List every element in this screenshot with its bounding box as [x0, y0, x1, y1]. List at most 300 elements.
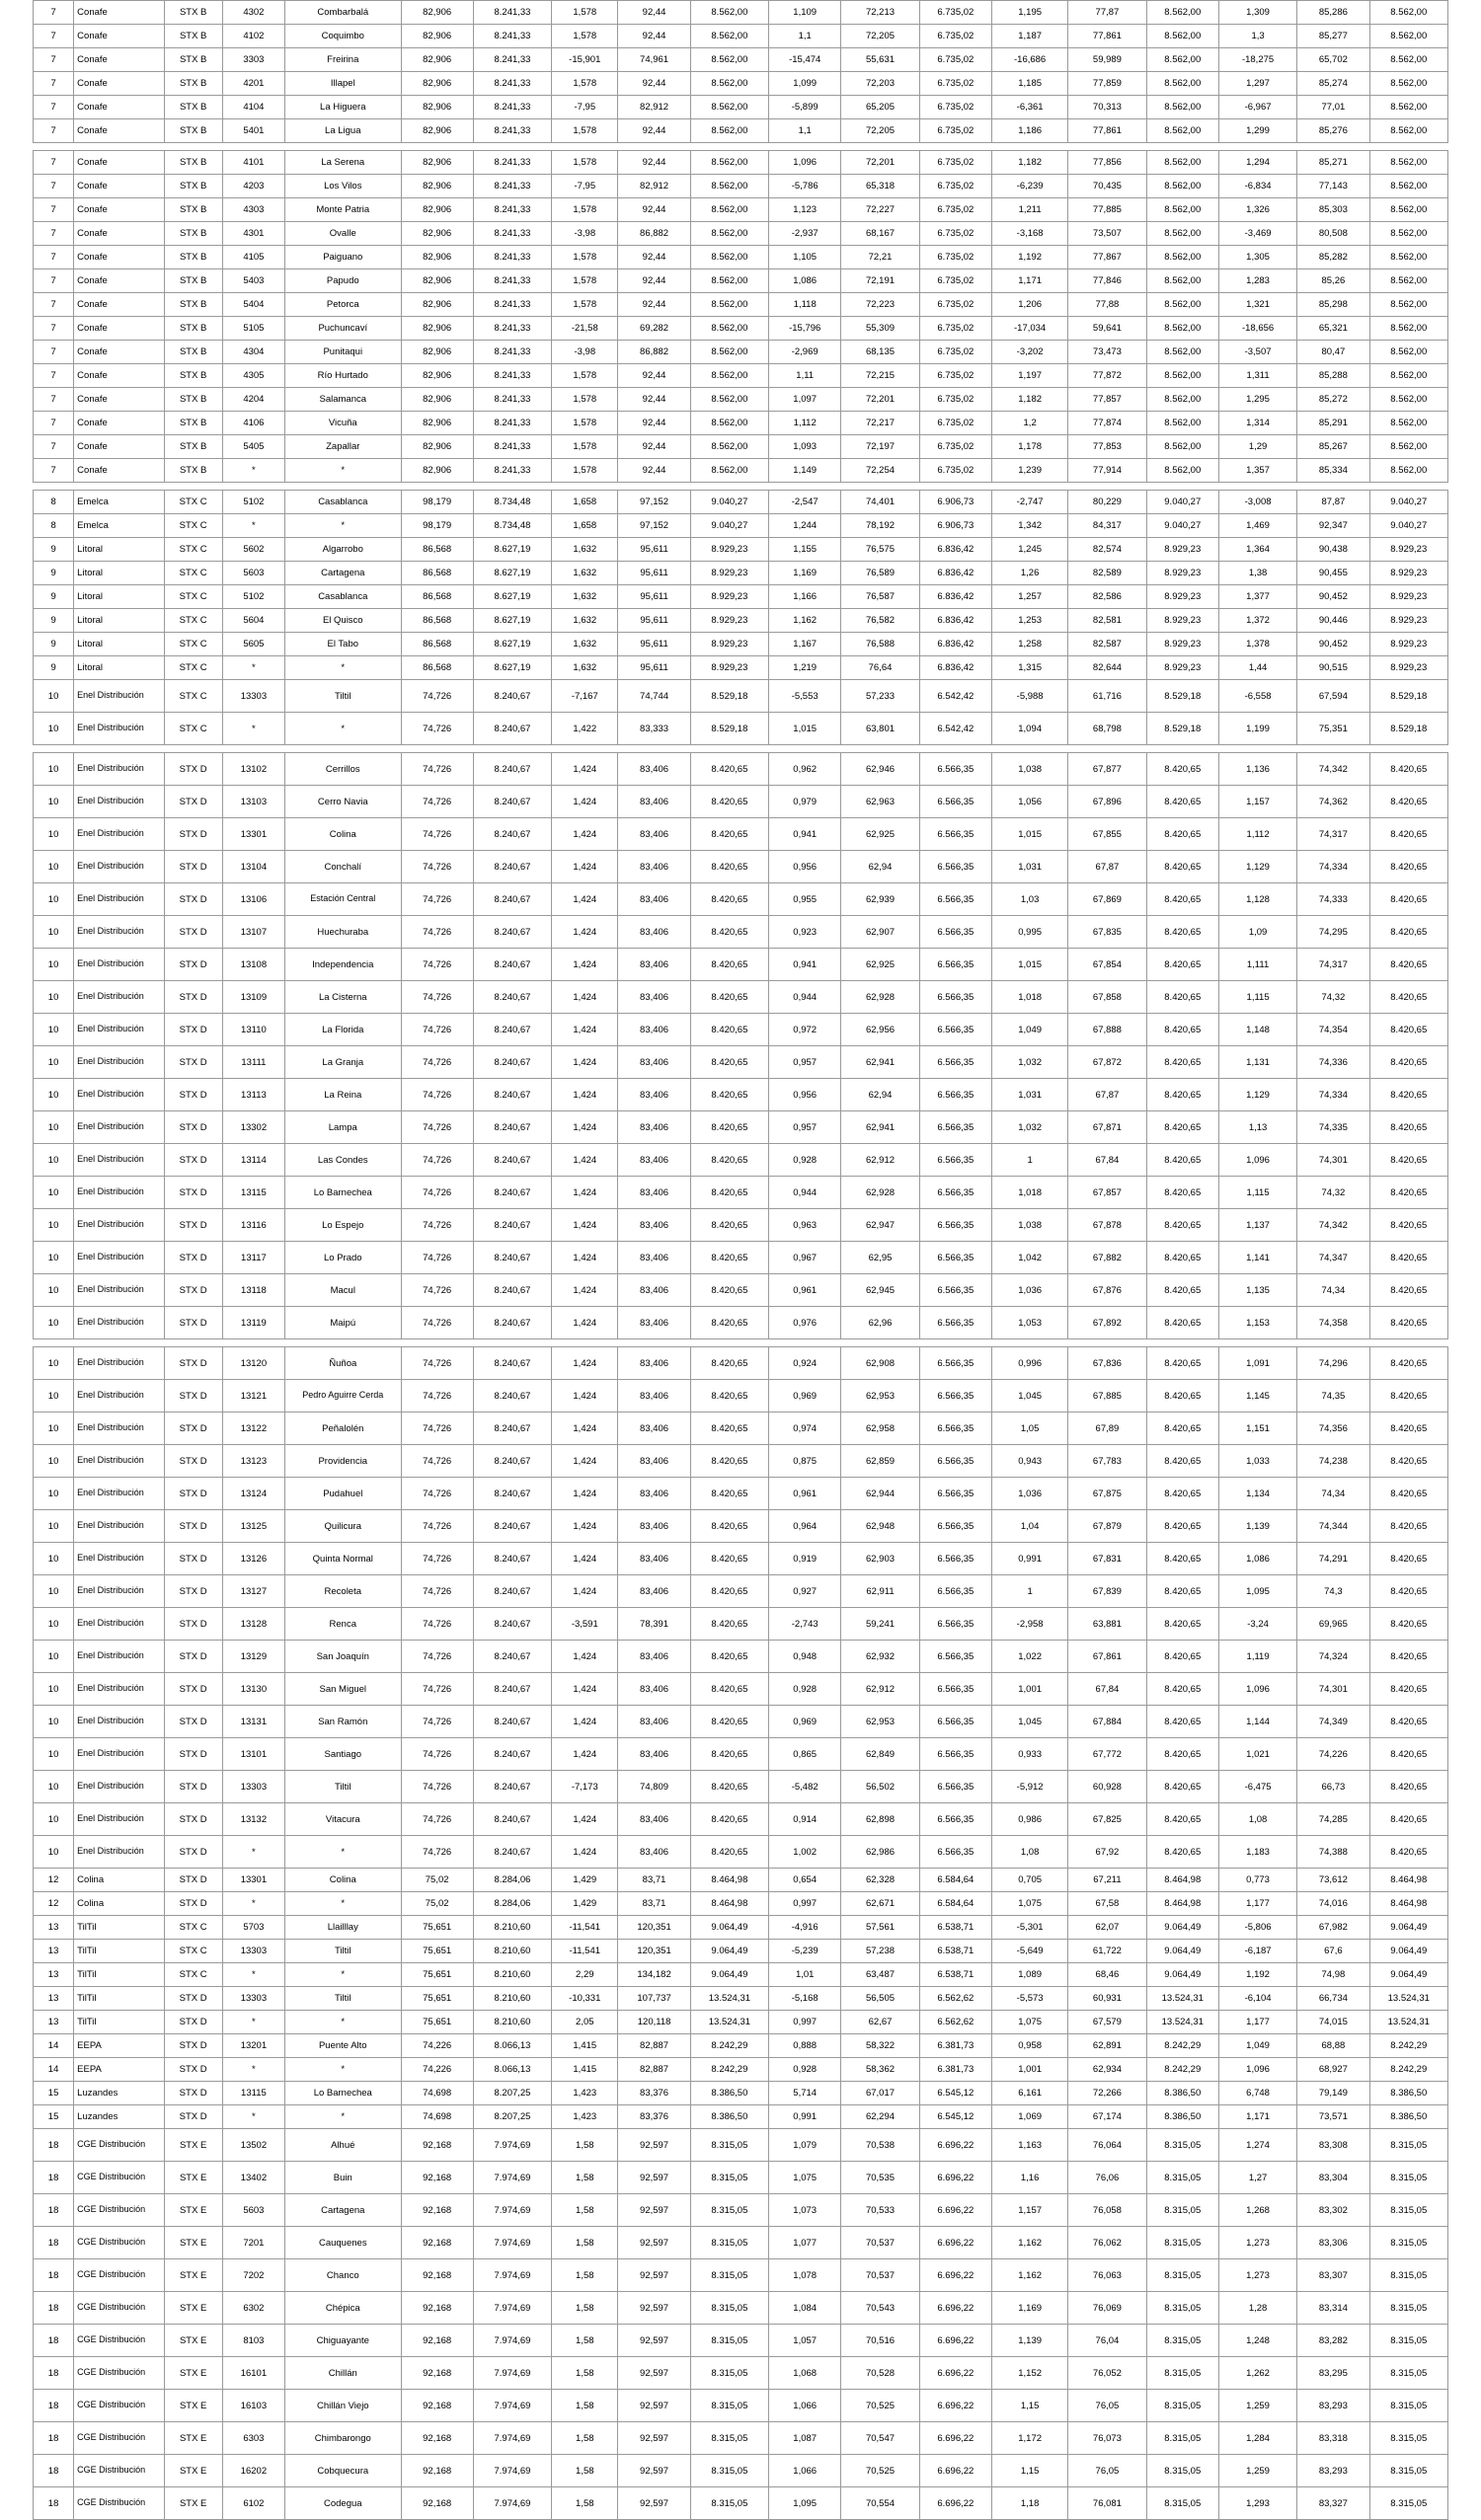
cell-v3: 1,424 — [552, 1014, 618, 1046]
cell-v9: 1,172 — [991, 2422, 1067, 2455]
cell-v3: 1,58 — [552, 2357, 618, 2390]
cell-v11: 8.464,98 — [1146, 1869, 1218, 1892]
cell-v1: 75,02 — [401, 1892, 473, 1916]
cell-v4: 83,406 — [618, 1177, 690, 1209]
cell-v13: 74,301 — [1297, 1673, 1369, 1706]
cell-v4: 83,406 — [618, 1274, 690, 1307]
cell-group: 10 — [34, 786, 74, 818]
cell-v12: -6,104 — [1218, 1987, 1296, 2011]
cell-stx: STX B — [164, 175, 222, 198]
cell-comuna: * — [285, 656, 401, 680]
cell-v12: 1,09 — [1218, 916, 1296, 949]
cell-v11: 8.315,05 — [1146, 2487, 1218, 2520]
cell-v9: -3,202 — [991, 341, 1067, 364]
cell-comuna: La Cisterna — [285, 981, 401, 1014]
cell-v12: 1,145 — [1218, 1380, 1296, 1413]
cell-v9: 1,038 — [991, 753, 1067, 786]
table-row — [34, 786, 1448, 818]
cell-v12: 1,259 — [1218, 2390, 1296, 2422]
cell-v5: 8.420,65 — [690, 1478, 768, 1510]
cell-v7: 72,205 — [841, 25, 919, 48]
cell-v2: 8.240,67 — [473, 1478, 551, 1510]
cell-v11: 8.420,65 — [1146, 786, 1218, 818]
cell-v14: 9.040,27 — [1369, 491, 1447, 514]
cell-code: 5401 — [222, 119, 284, 143]
cell-v8: 6.566,35 — [919, 1177, 991, 1209]
cell-v4: 97,152 — [618, 514, 690, 538]
cell-stx: STX B — [164, 25, 222, 48]
cell-company: CGE Distribución — [74, 2455, 164, 2487]
cell-v13: 74,98 — [1297, 1963, 1369, 1987]
cell-company: Litoral — [74, 609, 164, 633]
table-row — [34, 1836, 1448, 1869]
cell-v13: 85,276 — [1297, 119, 1369, 143]
cell-v4: 83,406 — [618, 1803, 690, 1836]
table-row — [34, 222, 1448, 246]
cell-group: 13 — [34, 1963, 74, 1987]
cell-v13: 74,344 — [1297, 1510, 1369, 1543]
cell-v13: 74,34 — [1297, 1274, 1369, 1307]
cell-v8: 6.542,42 — [919, 680, 991, 713]
cell-v12: 1,27 — [1218, 2162, 1296, 2194]
cell-v14: 8.420,65 — [1369, 1111, 1447, 1144]
cell-v1: 74,726 — [401, 1478, 473, 1510]
cell-v3: -7,95 — [552, 96, 618, 119]
cell-v10: 67,857 — [1068, 1177, 1146, 1209]
cell-v14: 8.529,18 — [1369, 680, 1447, 713]
cell-v1: 98,179 — [401, 514, 473, 538]
cell-company: Conafe — [74, 412, 164, 435]
cell-v11: 8.929,23 — [1146, 538, 1218, 562]
cell-v14: 8.420,65 — [1369, 1307, 1447, 1339]
cell-v4: 92,44 — [618, 269, 690, 293]
cell-v5: 8.420,65 — [690, 981, 768, 1014]
cell-v9: 1,185 — [991, 72, 1067, 96]
cell-company: CGE Distribución — [74, 2487, 164, 2520]
cell-v13: 74,32 — [1297, 1177, 1369, 1209]
cell-code: * — [222, 1836, 284, 1869]
cell-comuna: La Granja — [285, 1046, 401, 1079]
cell-v5: 8.562,00 — [690, 72, 768, 96]
cell-v5: 8.420,65 — [690, 1641, 768, 1673]
cell-v14: 8.562,00 — [1369, 151, 1447, 175]
cell-v1: 74,726 — [401, 1738, 473, 1771]
cell-v3: 2,05 — [552, 2011, 618, 2034]
cell-v3: 1,632 — [552, 633, 618, 656]
cell-v3: 1,424 — [552, 1209, 618, 1242]
cell-v7: 70,525 — [841, 2455, 919, 2487]
cell-v6: 5,714 — [769, 2082, 841, 2105]
cell-v6: 1,084 — [769, 2292, 841, 2325]
cell-v1: 86,568 — [401, 656, 473, 680]
cell-v14: 8.315,05 — [1369, 2129, 1447, 2162]
cell-code: * — [222, 1963, 284, 1987]
cell-v5: 9.040,27 — [690, 491, 768, 514]
cell-v5: 8.420,65 — [690, 883, 768, 916]
cell-v13: 83,293 — [1297, 2390, 1369, 2422]
cell-v6: 0,927 — [769, 1575, 841, 1608]
cell-v14: 8.529,18 — [1369, 713, 1447, 745]
cell-comuna: Zapallar — [285, 435, 401, 459]
cell-v13: 68,88 — [1297, 2034, 1369, 2058]
cell-comuna: Lo Prado — [285, 1242, 401, 1274]
cell-v2: 8.241,33 — [473, 96, 551, 119]
cell-v8: 6.538,71 — [919, 1963, 991, 1987]
cell-company: Litoral — [74, 656, 164, 680]
cell-v9: 6,161 — [991, 2082, 1067, 2105]
cell-v1: 74,726 — [401, 851, 473, 883]
cell-v9: 1,253 — [991, 609, 1067, 633]
cell-v2: 8.241,33 — [473, 25, 551, 48]
cell-v10: 82,574 — [1068, 538, 1146, 562]
cell-v13: 74,238 — [1297, 1445, 1369, 1478]
table-row — [34, 2325, 1448, 2357]
cell-v5: 8.420,65 — [690, 1177, 768, 1209]
cell-group: 10 — [34, 1380, 74, 1413]
cell-v9: -2,958 — [991, 1608, 1067, 1641]
cell-v4: 83,406 — [618, 949, 690, 981]
cell-v8: 6.566,35 — [919, 1608, 991, 1641]
row-spacer — [34, 1339, 1448, 1347]
cell-v10: 59,641 — [1068, 317, 1146, 341]
cell-v3: 1,58 — [552, 2422, 618, 2455]
cell-stx: STX E — [164, 2325, 222, 2357]
cell-v6: 0,924 — [769, 1347, 841, 1380]
cell-v7: 56,505 — [841, 1987, 919, 2011]
cell-comuna: Ñuñoa — [285, 1347, 401, 1380]
cell-group: 18 — [34, 2455, 74, 2487]
cell-v14: 8.464,98 — [1369, 1892, 1447, 1916]
cell-v6: 1,086 — [769, 269, 841, 293]
cell-v8: 6.566,35 — [919, 1543, 991, 1575]
cell-v6: 0,963 — [769, 1209, 841, 1242]
cell-v6: 0,961 — [769, 1478, 841, 1510]
cell-comuna: Conchalí — [285, 851, 401, 883]
cell-v2: 8.240,67 — [473, 786, 551, 818]
cell-v7: 62,946 — [841, 753, 919, 786]
table-row — [34, 293, 1448, 317]
cell-v10: 67,876 — [1068, 1274, 1146, 1307]
cell-stx: STX D — [164, 1274, 222, 1307]
cell-stx: STX C — [164, 585, 222, 609]
cell-group: 15 — [34, 2082, 74, 2105]
cell-v8: 6.735,02 — [919, 412, 991, 435]
cell-v2: 8.627,19 — [473, 656, 551, 680]
cell-v14: 8.929,23 — [1369, 609, 1447, 633]
cell-v13: 85,271 — [1297, 151, 1369, 175]
cell-comuna: Codegua — [285, 2487, 401, 2520]
cell-v14: 8.386,50 — [1369, 2105, 1447, 2129]
cell-stx: STX D — [164, 1706, 222, 1738]
cell-v11: 8.420,65 — [1146, 981, 1218, 1014]
cell-code: 4101 — [222, 151, 284, 175]
cell-stx: STX D — [164, 2058, 222, 2082]
cell-v11: 8.420,65 — [1146, 1543, 1218, 1575]
cell-code: 13132 — [222, 1803, 284, 1836]
cell-company: Enel Distribución — [74, 1111, 164, 1144]
cell-comuna: * — [285, 514, 401, 538]
cell-v2: 8.241,33 — [473, 341, 551, 364]
cell-v14: 8.562,00 — [1369, 388, 1447, 412]
cell-code: 13102 — [222, 753, 284, 786]
cell-v7: 57,238 — [841, 1940, 919, 1963]
cell-v10: 82,589 — [1068, 562, 1146, 585]
cell-v5: 8.562,00 — [690, 293, 768, 317]
cell-group: 9 — [34, 538, 74, 562]
cell-v4: 83,406 — [618, 1144, 690, 1177]
cell-group: 10 — [34, 1079, 74, 1111]
cell-v8: 6.735,02 — [919, 222, 991, 246]
cell-code: 6302 — [222, 2292, 284, 2325]
cell-comuna: * — [285, 2058, 401, 2082]
table-row — [34, 198, 1448, 222]
cell-v14: 8.420,65 — [1369, 1079, 1447, 1111]
cell-v11: 9.040,27 — [1146, 514, 1218, 538]
cell-comuna: Quilicura — [285, 1510, 401, 1543]
cell-v10: 67,875 — [1068, 1478, 1146, 1510]
cell-v11: 8.420,65 — [1146, 1706, 1218, 1738]
cell-group: 18 — [34, 2325, 74, 2357]
cell-stx: STX E — [164, 2194, 222, 2227]
cell-code: 16101 — [222, 2357, 284, 2390]
cell-v6: -2,547 — [769, 491, 841, 514]
cell-comuna: Chillán — [285, 2357, 401, 2390]
cell-v4: 83,406 — [618, 1641, 690, 1673]
cell-v12: 1,096 — [1218, 1144, 1296, 1177]
cell-v12: 1,305 — [1218, 246, 1296, 269]
cell-v1: 92,168 — [401, 2455, 473, 2487]
cell-v1: 74,726 — [401, 916, 473, 949]
cell-v11: 8.420,65 — [1146, 949, 1218, 981]
cell-v5: 8.420,65 — [690, 1771, 768, 1803]
cell-v6: 0,914 — [769, 1803, 841, 1836]
cell-v8: 6.735,02 — [919, 246, 991, 269]
cell-code: * — [222, 713, 284, 745]
cell-company: Litoral — [74, 562, 164, 585]
cell-v4: 83,71 — [618, 1869, 690, 1892]
cell-v3: 1,424 — [552, 916, 618, 949]
cell-group: 9 — [34, 609, 74, 633]
cell-v9: 0,996 — [991, 1347, 1067, 1380]
cell-v13: 83,314 — [1297, 2292, 1369, 2325]
cell-v14: 8.562,00 — [1369, 96, 1447, 119]
cell-v7: 62,941 — [841, 1111, 919, 1144]
cell-v11: 8.420,65 — [1146, 1144, 1218, 1177]
cell-v11: 8.420,65 — [1146, 1478, 1218, 1510]
table-row — [34, 1987, 1448, 2011]
cell-v10: 77,88 — [1068, 293, 1146, 317]
cell-v6: -2,743 — [769, 1608, 841, 1641]
cell-company: Conafe — [74, 1, 164, 25]
cell-v7: 76,575 — [841, 538, 919, 562]
cell-code: 13402 — [222, 2162, 284, 2194]
cell-v9: 1,182 — [991, 388, 1067, 412]
cell-v14: 8.420,65 — [1369, 786, 1447, 818]
cell-v12: 1,148 — [1218, 1014, 1296, 1046]
cell-v7: 70,537 — [841, 2227, 919, 2259]
cell-group: 18 — [34, 2487, 74, 2520]
cell-v13: 67,594 — [1297, 680, 1369, 713]
cell-comuna: Puchuncaví — [285, 317, 401, 341]
cell-code: 13303 — [222, 680, 284, 713]
cell-v5: 8.562,00 — [690, 388, 768, 412]
cell-v6: 1,002 — [769, 1836, 841, 1869]
cell-group: 10 — [34, 1242, 74, 1274]
cell-v12: 1,321 — [1218, 293, 1296, 317]
cell-v2: 8.240,67 — [473, 1144, 551, 1177]
cell-company: Enel Distribución — [74, 1046, 164, 1079]
cell-v3: 1,58 — [552, 2455, 618, 2487]
cell-v13: 83,302 — [1297, 2194, 1369, 2227]
cell-v2: 8.240,67 — [473, 1347, 551, 1380]
cell-stx: STX C — [164, 656, 222, 680]
cell-v9: 1,03 — [991, 883, 1067, 916]
cell-company: Conafe — [74, 435, 164, 459]
cell-v3: 1,424 — [552, 1177, 618, 1209]
cell-v1: 74,726 — [401, 1242, 473, 1274]
cell-v4: 83,406 — [618, 1209, 690, 1242]
cell-v13: 69,965 — [1297, 1608, 1369, 1641]
cell-stx: STX E — [164, 2390, 222, 2422]
cell-group: 10 — [34, 1144, 74, 1177]
cell-stx: STX D — [164, 1738, 222, 1771]
cell-v1: 74,726 — [401, 949, 473, 981]
cell-v10: 76,05 — [1068, 2390, 1146, 2422]
cell-v9: 1,211 — [991, 198, 1067, 222]
cell-v12: 1,299 — [1218, 119, 1296, 143]
cell-v10: 67,855 — [1068, 818, 1146, 851]
cell-v4: 92,44 — [618, 459, 690, 483]
cell-v12: 1,049 — [1218, 2034, 1296, 2058]
cell-v11: 8.420,65 — [1146, 1380, 1218, 1413]
cell-v10: 67,871 — [1068, 1111, 1146, 1144]
cell-v6: 1,075 — [769, 2162, 841, 2194]
cell-v7: 62,908 — [841, 1347, 919, 1380]
cell-v9: 1,197 — [991, 364, 1067, 388]
cell-v11: 8.420,65 — [1146, 916, 1218, 949]
cell-v3: 1,58 — [552, 2259, 618, 2292]
cell-v2: 8.240,67 — [473, 818, 551, 851]
cell-v2: 8.241,33 — [473, 435, 551, 459]
table-row — [34, 2259, 1448, 2292]
table-row — [34, 514, 1448, 538]
cell-comuna: San Miguel — [285, 1673, 401, 1706]
cell-v6: 1,057 — [769, 2325, 841, 2357]
cell-comuna: Río Hurtado — [285, 364, 401, 388]
cell-code: 13119 — [222, 1307, 284, 1339]
cell-v13: 74,016 — [1297, 1892, 1369, 1916]
cell-v6: -5,168 — [769, 1987, 841, 2011]
cell-company: Enel Distribución — [74, 1478, 164, 1510]
cell-v10: 77,856 — [1068, 151, 1146, 175]
cell-v4: 83,406 — [618, 1014, 690, 1046]
cell-group: 18 — [34, 2259, 74, 2292]
cell-v2: 8.240,67 — [473, 1608, 551, 1641]
cell-v3: 1,424 — [552, 1575, 618, 1608]
cell-v5: 9.064,49 — [690, 1916, 768, 1940]
cell-v13: 83,306 — [1297, 2227, 1369, 2259]
cell-v13: 83,282 — [1297, 2325, 1369, 2357]
cell-v14: 8.562,00 — [1369, 317, 1447, 341]
cell-group: 9 — [34, 562, 74, 585]
cell-v9: -6,239 — [991, 175, 1067, 198]
cell-v1: 92,168 — [401, 2422, 473, 2455]
cell-v2: 7.974,69 — [473, 2227, 551, 2259]
cell-v11: 8.420,65 — [1146, 1641, 1218, 1673]
cell-v7: 62,671 — [841, 1892, 919, 1916]
cell-code: 13115 — [222, 1177, 284, 1209]
cell-group: 14 — [34, 2058, 74, 2082]
cell-v6: 0,944 — [769, 1177, 841, 1209]
table-row — [34, 1209, 1448, 1242]
cell-stx: STX D — [164, 1892, 222, 1916]
cell-v12: -6,475 — [1218, 1771, 1296, 1803]
cell-v1: 75,02 — [401, 1869, 473, 1892]
cell-company: Enel Distribución — [74, 1380, 164, 1413]
cell-v7: 72,201 — [841, 151, 919, 175]
cell-v4: 83,406 — [618, 753, 690, 786]
cell-group: 10 — [34, 680, 74, 713]
cell-v1: 74,726 — [401, 1307, 473, 1339]
cell-company: Enel Distribución — [74, 949, 164, 981]
cell-v10: 77,872 — [1068, 364, 1146, 388]
cell-v14: 8.315,05 — [1369, 2227, 1447, 2259]
cell-code: 13120 — [222, 1347, 284, 1380]
cell-v10: 77,867 — [1068, 246, 1146, 269]
cell-v11: 8.529,18 — [1146, 713, 1218, 745]
cell-v10: 67,877 — [1068, 753, 1146, 786]
cell-v9: -5,649 — [991, 1940, 1067, 1963]
cell-v2: 8.284,06 — [473, 1869, 551, 1892]
cell-v6: 1,095 — [769, 2487, 841, 2520]
cell-v9: 1,05 — [991, 1413, 1067, 1445]
cell-stx: STX D — [164, 2105, 222, 2129]
cell-comuna: Los Vilos — [285, 175, 401, 198]
cell-group: 8 — [34, 514, 74, 538]
cell-v5: 8.420,65 — [690, 1803, 768, 1836]
cell-v7: 65,318 — [841, 175, 919, 198]
cell-code: * — [222, 2058, 284, 2082]
cell-comuna: Peñalolén — [285, 1413, 401, 1445]
cell-v4: 92,44 — [618, 1, 690, 25]
cell-v1: 92,168 — [401, 2487, 473, 2520]
cell-company: Enel Distribución — [74, 786, 164, 818]
cell-group: 10 — [34, 1209, 74, 1242]
cell-v8: 6.566,35 — [919, 1046, 991, 1079]
cell-v12: 1,096 — [1218, 1673, 1296, 1706]
cell-v2: 8.240,67 — [473, 1111, 551, 1144]
cell-v4: 97,152 — [618, 491, 690, 514]
cell-stx: STX D — [164, 1413, 222, 1445]
cell-v7: 70,538 — [841, 2129, 919, 2162]
cell-v14: 8.420,65 — [1369, 1706, 1447, 1738]
cell-v10: 60,928 — [1068, 1771, 1146, 1803]
cell-v13: 83,318 — [1297, 2422, 1369, 2455]
cell-v7: 72,205 — [841, 119, 919, 143]
cell-v3: -3,98 — [552, 222, 618, 246]
cell-v4: 83,376 — [618, 2105, 690, 2129]
cell-v11: 9.064,49 — [1146, 1940, 1218, 1963]
cell-v10: 67,872 — [1068, 1046, 1146, 1079]
cell-group: 18 — [34, 2162, 74, 2194]
cell-v6: 0,957 — [769, 1046, 841, 1079]
cell-v4: 92,597 — [618, 2390, 690, 2422]
cell-v12: 1,135 — [1218, 1274, 1296, 1307]
table-row — [34, 151, 1448, 175]
cell-v5: 8.464,98 — [690, 1869, 768, 1892]
table-row — [34, 1478, 1448, 1510]
cell-group: 18 — [34, 2292, 74, 2325]
